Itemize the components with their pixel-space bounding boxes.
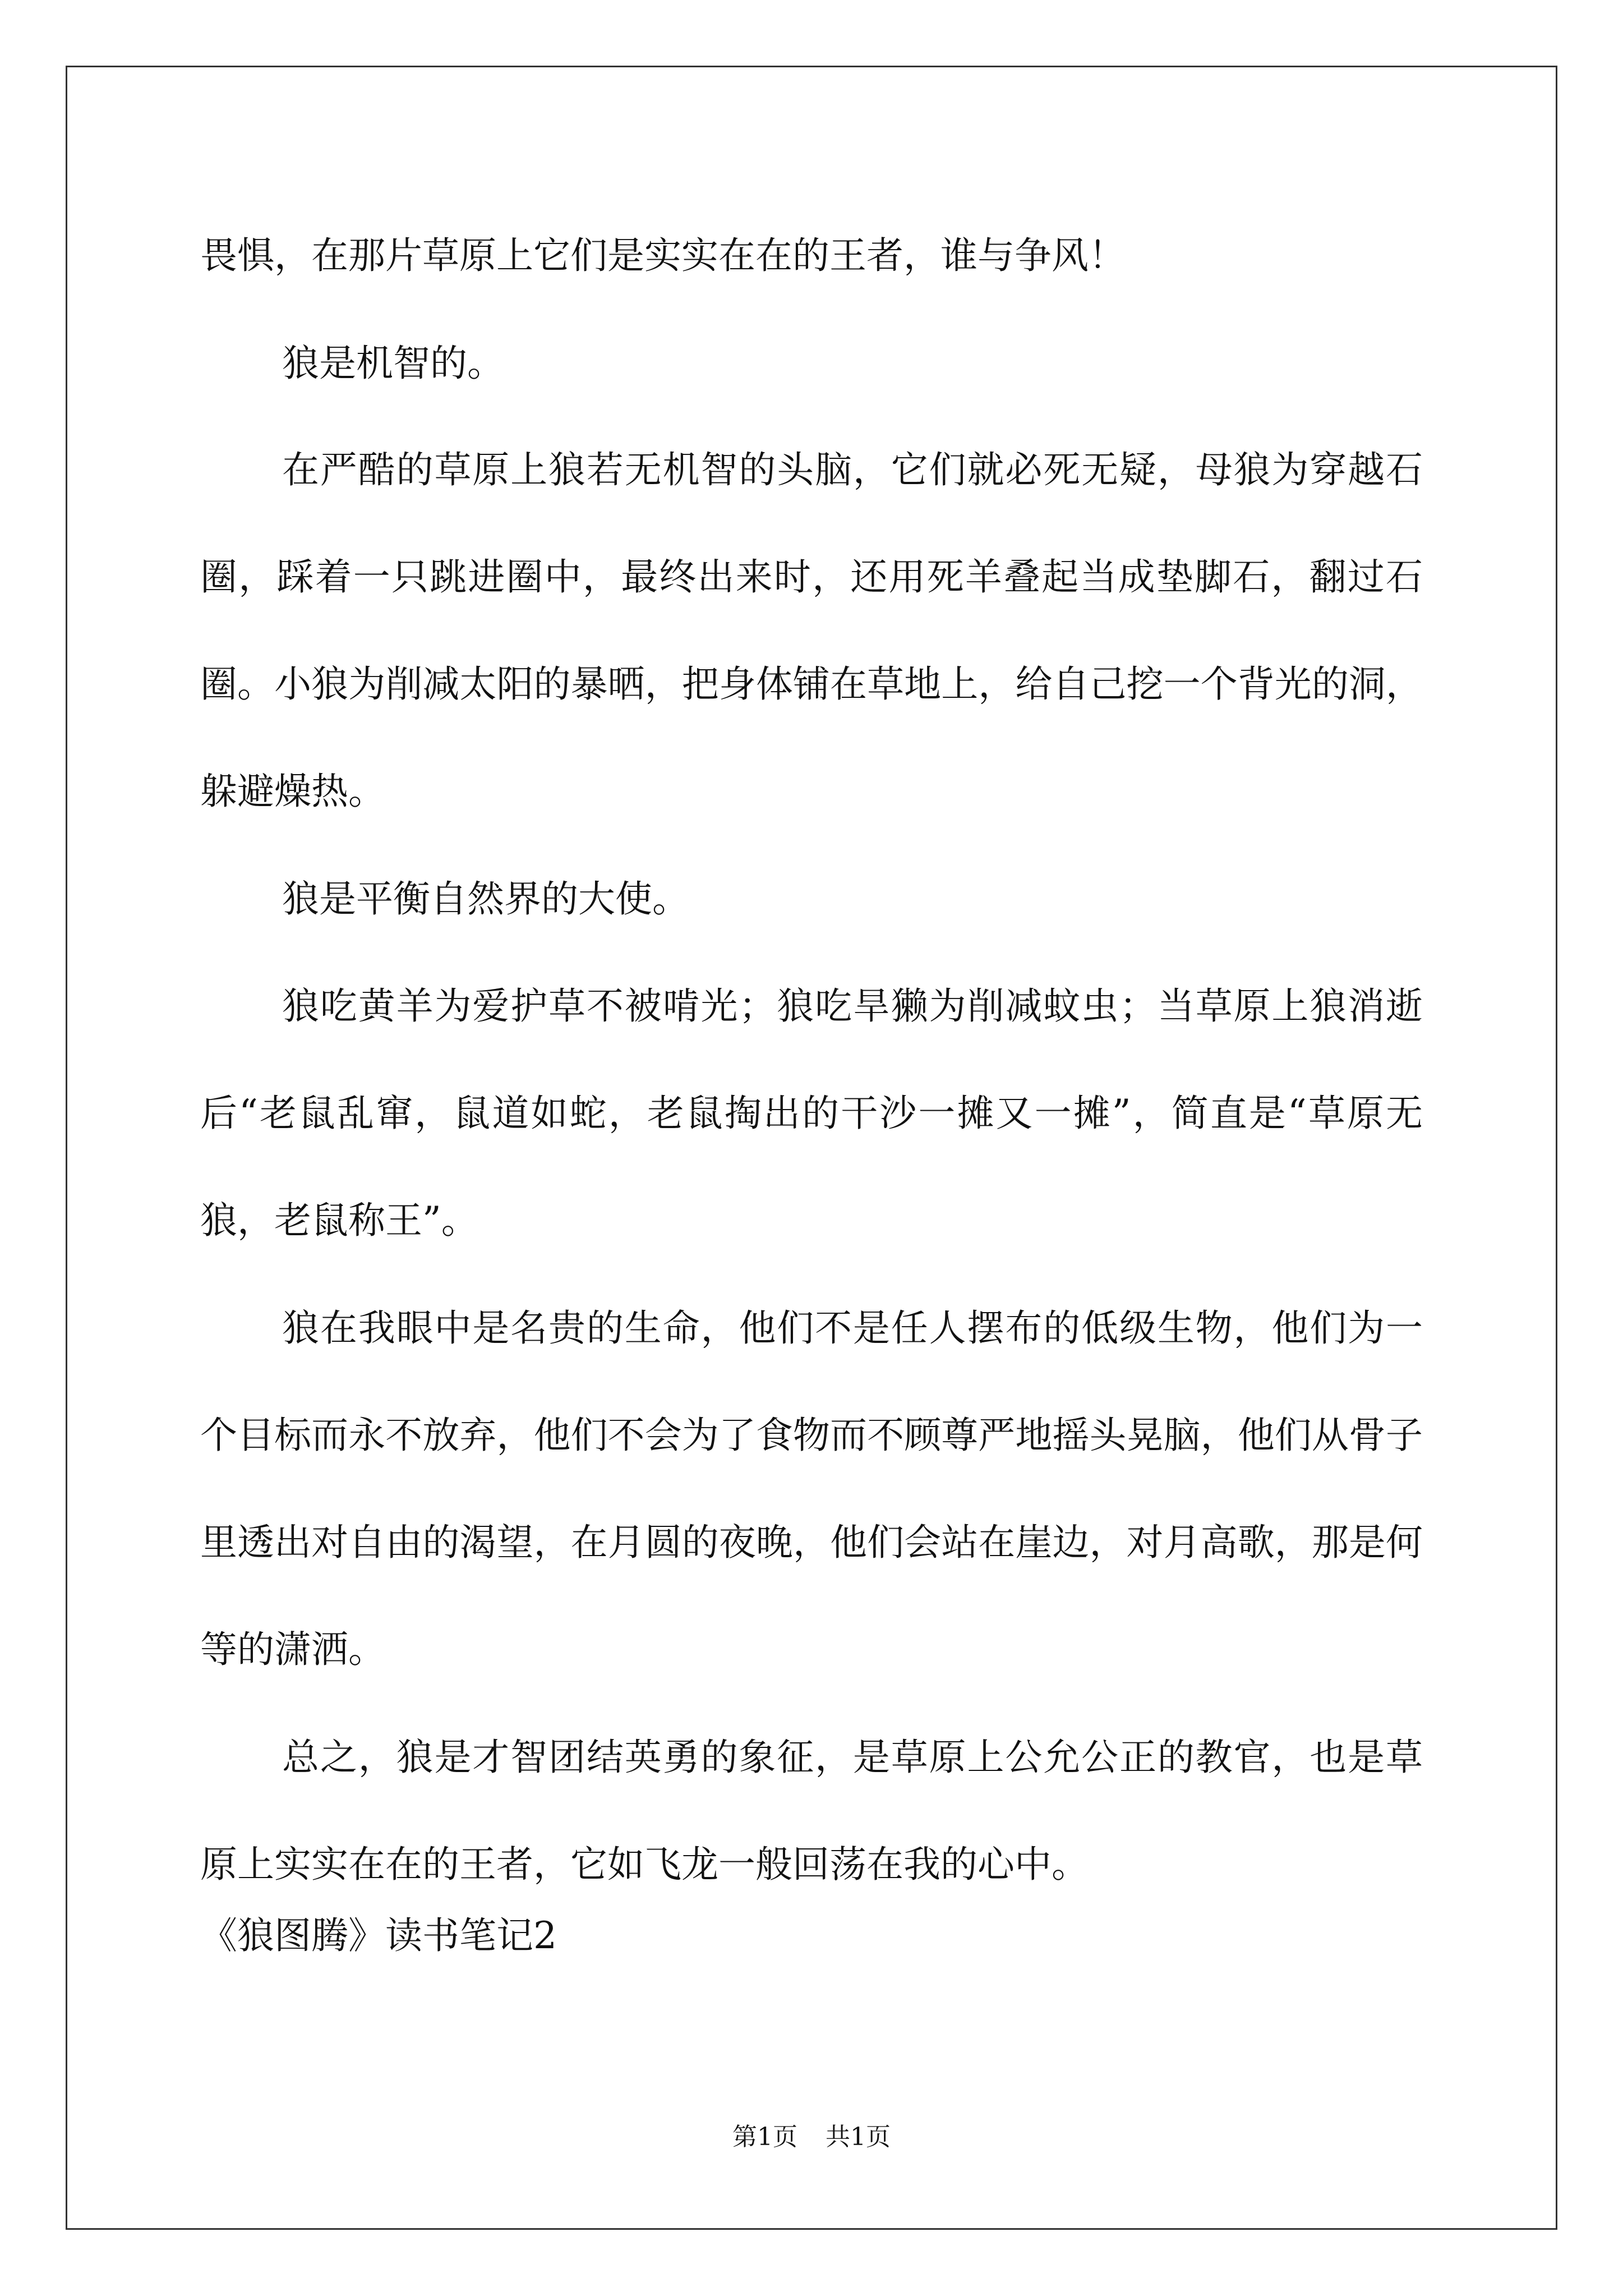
page-number: 第1页	[732, 2123, 797, 2151]
paragraph-5: 狼吃黄羊为爱护草不被啃光；狼吃旱獭为削减蚊虫；当草原上狼消逝后“老鼠乱窜，鼠道如蛇，老鼠掏出的干沙一摊又一摊”，简直是“草原无狼，老鼠称王”。	[200, 984, 1423, 1242]
section-heading: 《狼图腾》读书笔记2	[200, 1914, 557, 1957]
paragraph-7: 总之，狼是才智团结英勇的象征，是草原上公允公正的教官，也是草原上实实在在的王者，它如飞龙一般回荡在我的心中。	[200, 1736, 1423, 1886]
paragraph-4: 狼是平衡自然界的大使。	[282, 877, 689, 921]
paragraph-2: 狼是机智的。	[282, 342, 504, 385]
paragraph-1: 畏惧，在那片草原上它们是实实在在的王者，谁与争风！	[200, 234, 1126, 277]
page-total: 共1页	[826, 2123, 891, 2151]
paragraph-3: 在严酷的草原上狼若无机智的头脑，它们就必死无疑，母狼为穿越石圈，踩着一只跳进圈中，最终出来时，还用死羊叠起当成垫脚石，翻过石圈。小狼为削减太阳的暴晒，把身体铺在草地上，给自己挖一个背光的洞，躲避燥热。	[200, 448, 1423, 813]
paragraph-6: 狼在我眼中是名贵的生命，他们不是任人摆布的低级生物，他们为一个目标而永不放弃，他们不会为了食物而不顾尊严地摇头晃脑，他们从骨子里透出对自由的渴望，在月圆的夜晚，他们会站在崖边，对月高歌，那是何等的潇洒。	[200, 1306, 1423, 1671]
page-footer	[0, 2120, 1623, 2154]
